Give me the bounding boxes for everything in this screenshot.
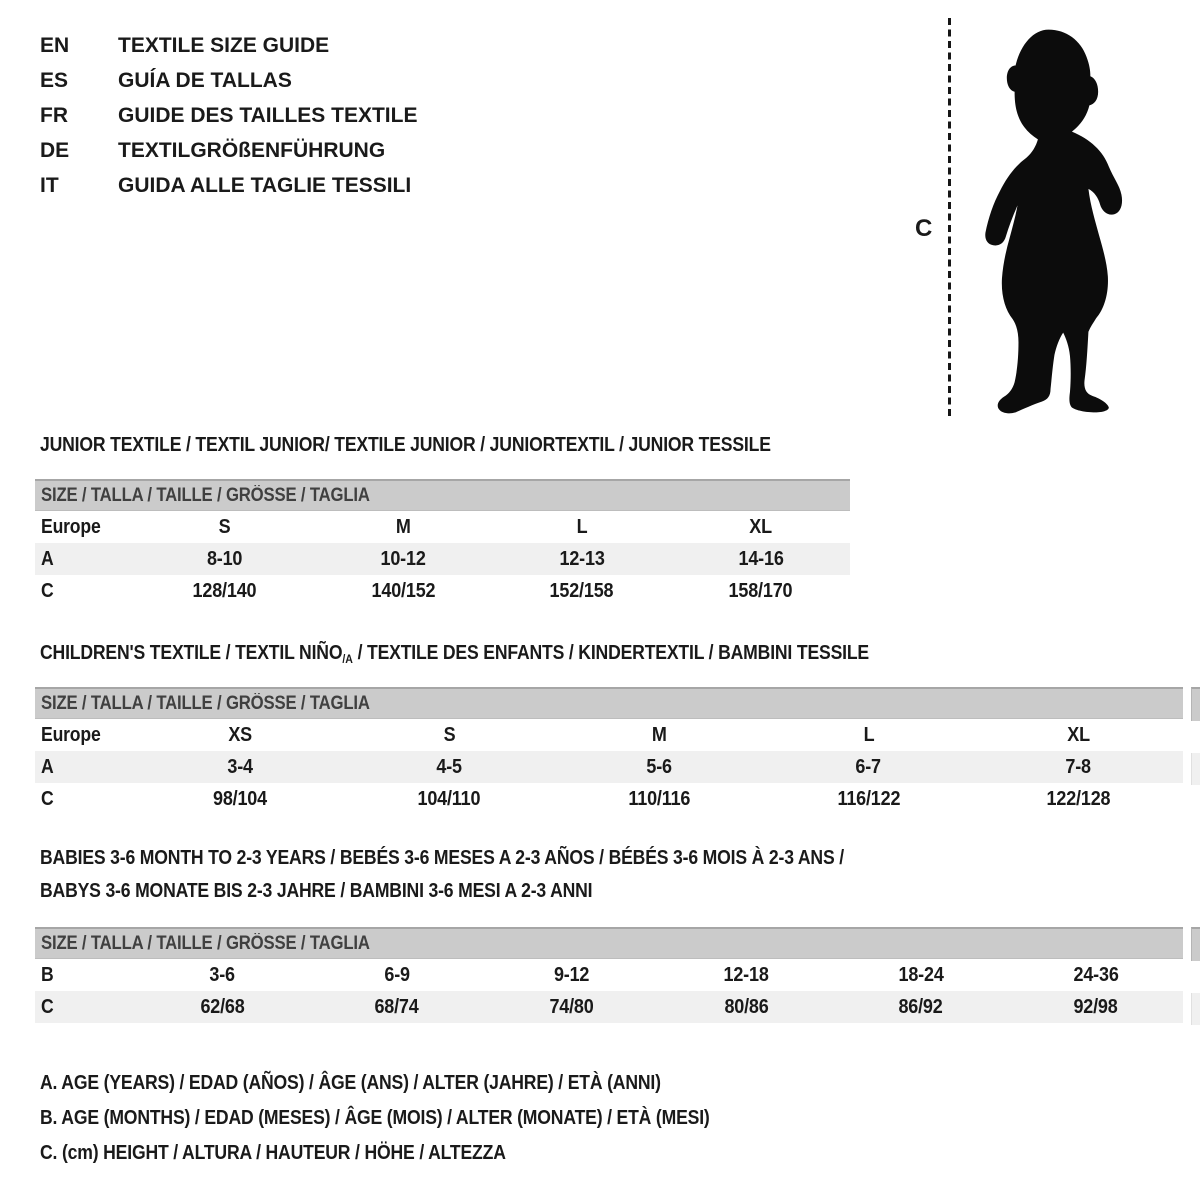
height-value: 116/122	[837, 787, 900, 810]
language-item-fr	[40, 98, 417, 133]
size-column-header: XL	[1066, 723, 1090, 746]
legend-line-c: C. (cm) HEIGHT / ALTURA / HAUTEUR / HÖHE / ALTEZZA	[40, 1142, 506, 1164]
language-code: EN	[40, 33, 70, 57]
table-size-header: SIZE / TALLA / TAILLE / GRÖSSE / TAGLIA	[35, 687, 1183, 719]
table-row-age-years	[35, 751, 1183, 783]
table-row-age-years	[35, 543, 850, 575]
legend-line-a: A. AGE (YEARS) / EDAD (AÑOS) / ÂGE (ANS) / ALTER (JAHRE) / ETÀ (ANNI)	[40, 1072, 661, 1094]
children-section-title	[40, 642, 982, 671]
size-column-header: S	[218, 515, 231, 538]
size-column-header: M	[395, 515, 411, 538]
cropped-header-sliver	[1191, 687, 1200, 721]
language-guide-list	[40, 28, 417, 203]
table-row-europe	[35, 719, 1183, 751]
row-label: Europe	[41, 723, 101, 746]
guide-title-translation: GUIDA ALLE TAGLIE TESSILI	[118, 173, 412, 197]
babies-section-title-line1: BABIES 3-6 MONTH TO 2-3 YEARS / BEBÉS 3-6 MESES A 2-3 AÑOS / BÉBÉS 3-6 MOIS À 2-3 ANS /	[40, 847, 844, 869]
language-code: FR	[40, 103, 68, 127]
guide-title-translation: GUÍA DE TALLAS	[118, 68, 292, 92]
language-item-en	[40, 28, 417, 63]
language-item-es	[40, 63, 417, 98]
cropped-row-sliver	[1191, 993, 1200, 1025]
legend-line-b: B. AGE (MONTHS) / EDAD (MESES) / ÂGE (MOIS) / ALTER (MONATE) / ETÀ (MESI)	[40, 1107, 710, 1129]
guide-title-translation: GUIDE DES TAILLES TEXTILE	[118, 103, 418, 127]
toddler-silhouette-icon	[967, 20, 1137, 420]
row-label: A	[41, 547, 54, 570]
size-column-header: L	[576, 515, 588, 538]
children-title-prefix: CHILDREN'S TEXTILE / TEXTIL NIÑO	[40, 642, 343, 664]
junior-size-table	[35, 479, 850, 607]
junior-section-title: JUNIOR TEXTILE / TEXTIL JUNIOR/ TEXTILE JUNIOR / JUNIORTEXTIL / JUNIOR TESSILE	[40, 434, 771, 456]
age-value: 3-4	[227, 755, 253, 778]
height-value: 122/128	[1046, 787, 1111, 810]
children-title-sub: /A	[342, 652, 353, 666]
age-value: 24-36	[1073, 963, 1119, 986]
height-value: 80/86	[724, 995, 769, 1018]
row-label: C	[41, 787, 54, 810]
height-value: 152/158	[549, 579, 614, 602]
table-row-height-cm	[35, 991, 1183, 1023]
babies-size-table	[35, 927, 1183, 1023]
age-value: 12-13	[559, 547, 605, 570]
babies-section-title-line2: BABYS 3-6 MONATE BIS 2-3 JAHRE / BAMBINI 3-6 MESI A 2-3 ANNI	[40, 880, 593, 902]
height-value: 158/170	[728, 579, 793, 602]
guide-title-translation: TEXTILGRÖßENFÜHRUNG	[118, 138, 386, 162]
age-value: 8-10	[206, 547, 243, 570]
age-value: 18-24	[898, 963, 944, 986]
row-label: C	[41, 579, 54, 602]
children-size-table	[35, 687, 1183, 815]
age-value: 6-9	[384, 963, 410, 986]
row-label: A	[41, 755, 54, 778]
age-value: 7-8	[1065, 755, 1091, 778]
table-row-age-months	[35, 959, 1183, 991]
table-size-header: SIZE / TALLA / TAILLE / GRÖSSE / TAGLIA	[35, 479, 850, 511]
age-value: 4-5	[436, 755, 463, 778]
cropped-header-sliver	[1191, 927, 1200, 961]
height-value: 92/98	[1073, 995, 1118, 1018]
height-value: 68/74	[374, 995, 420, 1018]
height-measure-dashed-line	[948, 18, 951, 418]
height-value: 128/140	[192, 579, 257, 602]
row-label: Europe	[41, 515, 101, 538]
height-value: 140/152	[371, 579, 436, 602]
height-value: 110/116	[628, 787, 690, 810]
row-label: B	[41, 963, 54, 986]
size-column-header: S	[443, 723, 456, 746]
size-column-header: XL	[749, 515, 772, 538]
height-value: 98/104	[212, 787, 267, 810]
age-value: 9-12	[554, 963, 590, 986]
language-item-de	[40, 133, 417, 168]
height-measure-label: C	[915, 215, 933, 242]
age-value: 3-6	[209, 963, 236, 986]
language-item-it	[40, 168, 417, 203]
table-row-height-cm	[35, 575, 850, 607]
language-code: IT	[40, 173, 59, 197]
age-value: 5-6	[646, 755, 672, 778]
height-value: 62/68	[200, 995, 245, 1018]
age-value: 10-12	[380, 547, 426, 570]
age-value: 14-16	[738, 547, 784, 570]
table-size-header: SIZE / TALLA / TAILLE / GRÖSSE / TAGLIA	[35, 927, 1183, 959]
height-value: 74/80	[549, 995, 594, 1018]
height-value: 86/92	[898, 995, 944, 1018]
table-row-height-cm	[35, 783, 1183, 815]
height-value: 104/110	[417, 787, 481, 810]
guide-title-translation: TEXTILE SIZE GUIDE	[118, 33, 330, 57]
row-label: C	[41, 995, 54, 1018]
language-code: DE	[40, 138, 70, 162]
cropped-row-sliver	[1191, 753, 1200, 785]
measure-legend	[40, 1066, 801, 1171]
age-value: 12-18	[723, 963, 769, 986]
children-title-suffix: / TEXTILE DES ENFANTS / KINDERTEXTIL / BAMBINI TESSILE	[352, 642, 869, 664]
size-column-header: XS	[227, 723, 252, 746]
size-column-header: M	[651, 723, 667, 746]
age-value: 6-7	[855, 755, 882, 778]
table-row-europe	[35, 511, 850, 543]
size-column-header: L	[863, 723, 874, 746]
language-code: ES	[40, 68, 69, 92]
